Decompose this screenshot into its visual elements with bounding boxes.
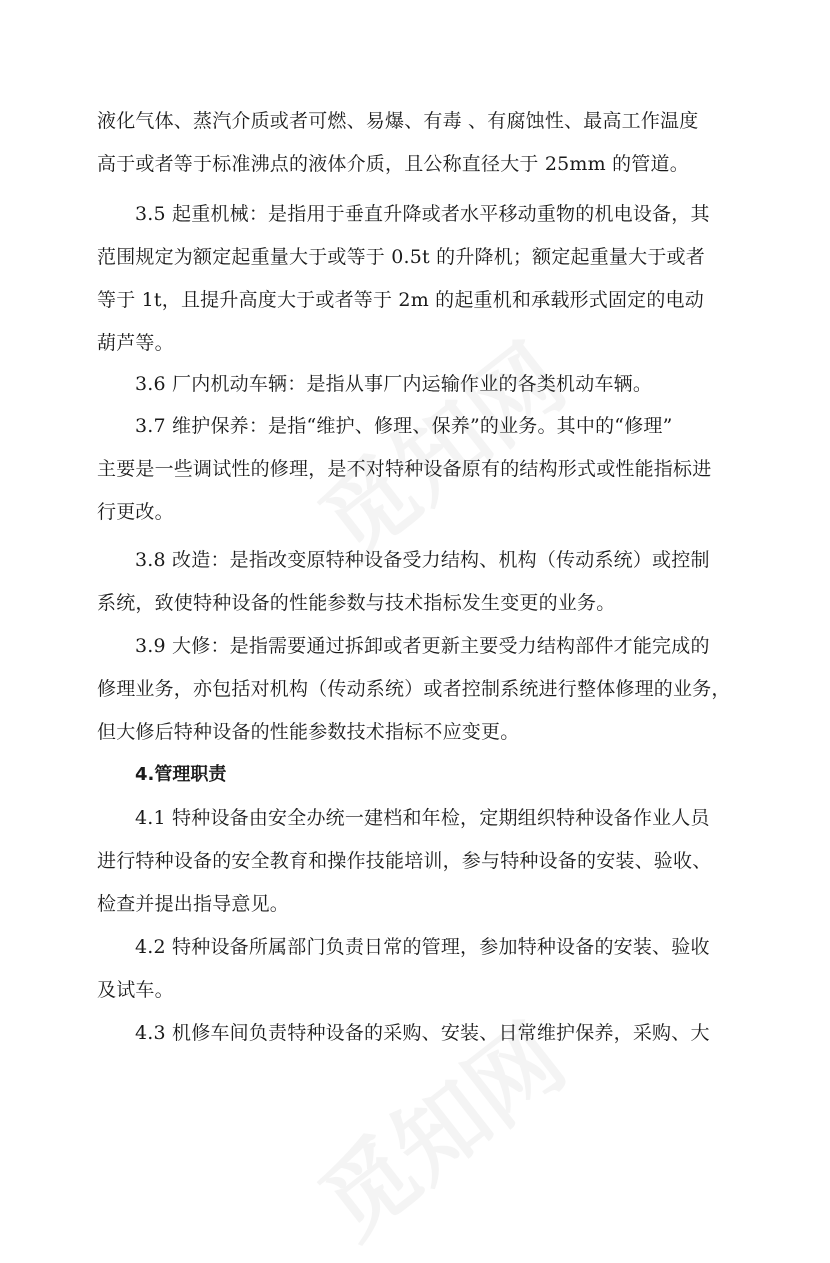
paragraph-line: 等于 1t，且提升高度大于或者等于 2m 的起重机和承载形式固定的电动 bbox=[97, 289, 704, 311]
paragraph-line: 4.1 特种设备由安全办统一建档和年检，定期组织特种设备作业人员 bbox=[135, 807, 710, 829]
section-heading: 4.管理职责 bbox=[135, 764, 227, 785]
paragraph-line: 4.2 特种设备所属部门负责日常的管理，参加特种设备的安装、验收 bbox=[135, 936, 710, 958]
paragraph-line: 主要是一些调试性的修理，是不对特种设备原有的结构形式或性能指标进 bbox=[97, 458, 712, 480]
paragraph-line: 3.7 维护保养：是指“维护、修理、保养”的业务。其中的“修理” bbox=[135, 415, 673, 437]
paragraph-line: 及试车。 bbox=[97, 979, 174, 1001]
paragraph-line: 进行特种设备的安全教育和操作技能培训，参与特种设备的安装、验收、 bbox=[97, 850, 712, 872]
paragraph-line: 液化气体、蒸汽介质或者可燃、易爆、有毒 、有腐蚀性、最高工作温度 bbox=[97, 110, 699, 132]
watermark bbox=[289, 309, 588, 583]
paragraph-line: 4.3 机修车间负责特种设备的采购、安装、日常维护保养，采购、大 bbox=[135, 1022, 710, 1044]
paragraph-line: 3.6 厂内机动车辆：是指从事厂内运输作业的各类机动车辆。 bbox=[135, 373, 653, 395]
paragraph-line: 葫芦等。 bbox=[97, 332, 174, 354]
paragraph-line: 3.5 起重机械：是指用于垂直升降或者水平移动重物的机电设备，其 bbox=[135, 203, 710, 225]
paragraph-line: 但大修后特种设备的性能参数技术指标不应变更。 bbox=[97, 721, 520, 743]
paragraph-line: 行更改。 bbox=[97, 501, 174, 523]
paragraph-line: 3.9 大修：是指需要通过拆卸或者更新主要受力结构部件才能完成的 bbox=[135, 635, 710, 657]
paragraph-line: 高于或者等于标准沸点的液体介质，且公称直径大于 25mm 的管道。 bbox=[97, 153, 689, 175]
paragraph-line: 修理业务，亦包括对机构（传动系统）或者控制系统进行整体修理的业务， bbox=[97, 678, 731, 700]
paragraph-line: 系统，致使特种设备的性能参数与技术指标发生变更的业务。 bbox=[97, 592, 616, 614]
paragraph-line: 检查并提出指导意见。 bbox=[97, 893, 290, 915]
paragraph-line: 范围规定为额定起重量大于或等于 0.5t 的升降机；额定起重量大于或者 bbox=[97, 246, 705, 268]
paragraph-line: 3.8 改造：是指改变原特种设备受力结构、机构（传动系统）或控制 bbox=[135, 549, 710, 571]
